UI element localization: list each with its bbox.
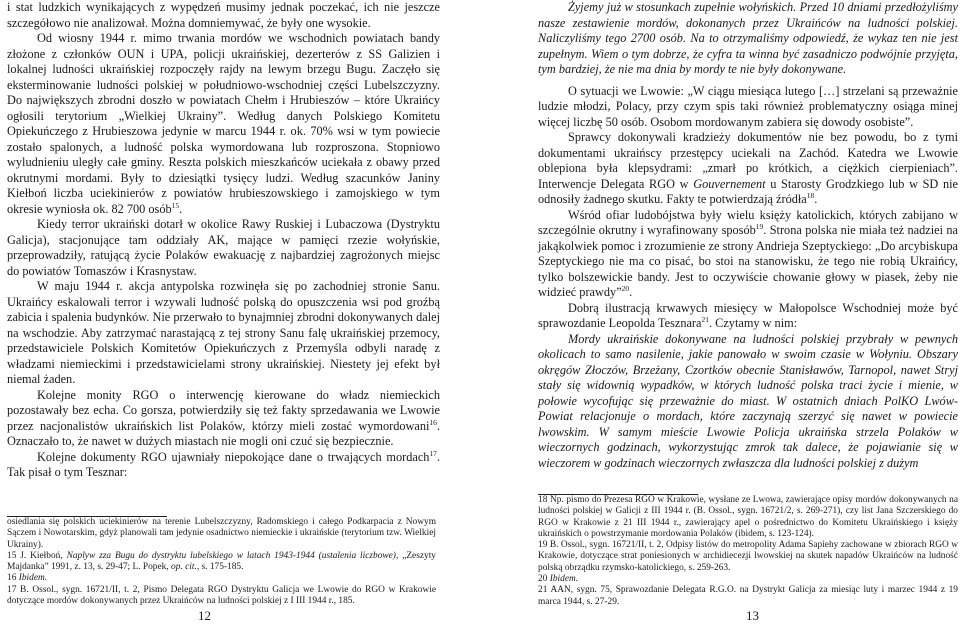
paragraph: Od wiosny 1944 r. mimo trwania mordów we wschodnich powiatach bandy złożone z członków OUN i UPA, policji ukraińskiej, dezerterów z SS Galizien i lokalnej ludności ukraińskiej rozpoczęły rajdy na lewym brzegu Bugu. Zaczęło się eksterminowanie ludności polskiej w południowo-wschodniej części Lubelszczyzny. Do największych zbrodni doszło w powiatach Chełm i Hrubieszów – które Ukraińcy ogłosili terytorium „Wielkiej Ukrainy”. Według danych Polskiego Komitetu Opiekuńczego z Hrubieszowa jedynie w marcu 1944 r. ok. 70% wsi w tym powiecie zostało spalonych, a ludność polska wymordowana lub rozproszona. Stopniowo wyludnieniu uległy całe gminy. Reszta polskich mieszkańców uciekała z obawy przed okrutnymi mordami. Były to dziesiątki tysięcy ludzi. Według szacunków Janiny Kiełboń liczba uciekinierów z powiatów hrubieszowskiego i zamojskiego w tym okresie wyniosła ok. 82 700 osób$^{15}$. xyxy=(7,31,440,216)
footnote: 17 B. Ossol., sygn. 16721/II, t. 2, Pismo Delegata RGO Dystryktu Galicja we Lwowie do RGO w Krakowie dotyczące mordów dokonywanych przez Ukraińców na ludności polskiej z I III 1944 r., 185. xyxy=(7,584,436,607)
footnote: 21 AAN, sygn. 75, Sprawozdanie Delegata R.G.O. na Dystrykt Galicja za miesiąc luty i marzec 1944 z 19 marca 1944, s. 27-29. xyxy=(538,585,958,607)
paragraph: Dobrą ilustracją krwawych miesięcy w Małopolsce Wschodniej może być sprawozdanie Leopolda Tesznara$^{21}$. Czytamy w nim: xyxy=(538,300,958,330)
paragraph: i stat ludzkich wynikających z wypędzeń musimy jednak poczekać, ich nie jeszcze szczegółowo nie analizował. Można domniemywać, że były one wysokie. xyxy=(7,0,440,30)
right-body-text xyxy=(538,0,958,471)
footnote-ref: 18 xyxy=(806,190,815,200)
footnote-ref: 16 xyxy=(429,417,437,427)
paragraph: Kiedy terror ukraiński dotarł w okolice Rawy Ruskiej i Lubaczowa (Dystryktu Galicja), stacjonujące tam oddziały AK, mające w pamięci rzezie wołyńskie, przeprowadziły, ratującą życie Polaków ewakuację z najbardziej zagrożonych miejsc do powiatów Tomaszów i Krasnystaw. xyxy=(7,217,440,278)
left-body-text xyxy=(7,0,440,481)
right-page xyxy=(530,0,960,625)
paragraph: O sytuacji we Lwowie: „W ciągu miesiąca lutego […] strzelani są przeważnie ludzie młodzi, Polacy, przy czym spis taki również problematyczny osiąga minej więcej liczbę 50 osób. Osobom mordowanym zabiera się dowody osobiste”. xyxy=(538,83,958,129)
block-quote: Żyjemy już w stosunkach zupełnie wołyńskich. Przed 10 dniami przedłożyliśmy nasze zestawienie mordów, dokonanych przez Ukraińców na ludności polskiej. Naliczyliśmy tego 2700 osób. Na to otrzymaliśmy odpowiedź, że wykaz ten nie jest zupełnym. Wiem o tym dobrze, że cyfra ta winna być zasadniczo podwójnie przyjęta, tym bardziej, że nie ma dnia by mordy te nie były dokonywane. xyxy=(538,0,958,76)
footnote: 16 Ibidem. xyxy=(7,573,48,584)
footnote-ref: 19 xyxy=(755,221,764,231)
footnote-ref: 17 xyxy=(429,448,437,458)
footnote: 19 B. Ossol., sygn. 16721/II, t. 2, Odpisy listów do metropolity Adama Sapiehy zachowane w zbiorach RGO w Krakowie, dotyczące strat poniesionych w archidiecezji lwowskiej na skutek napadów Ukraińców na ludność polską obrządku rzymsko-katolickiego, s. 259-263. xyxy=(538,540,958,573)
block-quote: Mordy ukraińskie dokonywane na ludności polskiej przybrały w pewnych okolicach to samo nasilenie, jakie panowało w swoim czasie w Wołyniu. Obszary okręgów Złoczów, Brzeżany, Czortków obecnie Stanisławów, Tarnopol, nawet Stryj stały się widownią wypadków, w których ludność polska traci życie i mienie, w połowie wycofując się przeważnie do miast. W ostatnich dniach PolKO Lwów-Powiat relacjonuje o mordach, które zaczynają szerzyć się nawet w powiecie lwowskim. W samym mieście Lwowie Policja ukraińska strzela Polaków w wieczornych godzinach, wykorzystując zmrok tak dalece, że pojawianie się w wieczorem w godzinach wieczornych zwłaszcza dla ludności polskiej z dużym xyxy=(538,331,958,470)
left-footnotes xyxy=(7,517,436,607)
footnote-ref: 15 xyxy=(171,200,180,210)
footnote: 20 Ibidem. xyxy=(538,574,579,585)
footnote-ref: 21 xyxy=(701,314,709,324)
left-page xyxy=(0,0,440,625)
paragraph: W maju 1944 r. akcja antypolska rozwinęła się po zachodniej stronie Sanu. Ukraińcy eskalowali terror i wzywali ludność polską do opuszczenia wsi pod groźbą zabicia i spalenia budynków. Nie przerwało to bynajmniej zbrodni dokonywanych dalej na wschodzie. Aby zatrzymać narastającą z tej strony Sanu falę ukraińskiej przemocy, przedstawiciele Polskich Komitetów Opiekuńczych z Przemyśla odbyli naradę z władzami niemieckimi i przedstawicielami strony ukraińskiej. Niestety jej efekt był niemal żaden. xyxy=(7,279,440,386)
footnote: 18 Np. pismo do Prezesa RGO w Krakowie, wysłane ze Lwowa, zawierające opisy mordów dokonywanych na ludności polskiej w Galicji z III 1944 r. (B. Ossol., sygn. 16721/2, s. 269-271), czy list Jana Szczerskiego do RGO w Krakowie z 21 III 1944 r., zawierający apel o pośrednictwo do Komitetu Ukraińskiego i księży ukraińskich o powstrzymanie mordowania Polaków (ibidem, s. 123-124). xyxy=(538,495,958,539)
page-number: 13 xyxy=(746,608,759,623)
right-footnotes xyxy=(538,495,958,608)
paragraph: Wśród ofiar ludobójstwa były wielu księży katolickich, których zabijano w szczególnie okrutny i wyrafinowany sposób$^{19}$. Strona polska nie miała też nadziei na jakąkolwiek pomoc i zrozumienie ze strony Andrieja Szeptyckiego: „Do arcybiskupa Szeptyckiego nie ma co pisać, bo stoi na stanowisku, że tego nie robią Ukraińcy, tylko bolszewickie bandy. Jest to oczywiście chowanie głowy w piasek, żeby nie widzieć prawdy”$^{20}$. xyxy=(538,207,958,299)
footnote: osiedlania się polskich uciekinierów na terenie Lubelszczyzny, Radomskiego i całego Podkarpacia z Nowym Sączem i Nowotarskim, gdyż planowali tam jedynie osadnictwo niemieckie i ukraińskie (terytorium tzw. Wielkiej Ukrainy). xyxy=(7,517,436,550)
page-number: 12 xyxy=(198,608,211,623)
footnote: 15 J. Kiełboń, Naplyw zza Bugu do dystryktu lubelskiego w latach 1943-1944 (ustalenia liczbowe), „Zeszyty Majdanka” 1991, z. 13, s. 29-47; L. Popek, op. cit., s. 175-185. xyxy=(7,550,436,573)
paragraph: Kolejne monity RGO o interwencję kierowane do władz niemieckich pozostawały bez echa. Co gorsza, potwierdziły się też fakty sprzedawania we Lwowie przez nacjonalistów ukraińskich list Polaków, którzy mieli zostać wymordowani$^{16}$. Oznaczało to, że nawet w dużych miastach nie mogli oni czuć się bezpiecznie. xyxy=(7,387,440,448)
paragraph: Kolejne dokumenty RGO ujawniały niepokojące dane o trwających mordach$^{17}$. Tak pisał o tym Tesznar: xyxy=(7,448,440,479)
footnote-ref: 20 xyxy=(621,283,630,293)
paragraph: Sprawcy dokonywali kradzieży dokumentów nie bez powodu, bo z tymi dokumentami ukraińscy przestępcy uciekali na Zachód. Katedra we Lwowie oblepiona była klepsydrami: „zmarł po krótkich, a ciężkich cierpieniach”. Interwencje Delegata RGO w Gouvernement u Starosty Grodzkiego lub w SD nie odnosiły żadnego skutku. Fakty te potwierdzają źródła$^{18}$. xyxy=(538,130,958,206)
